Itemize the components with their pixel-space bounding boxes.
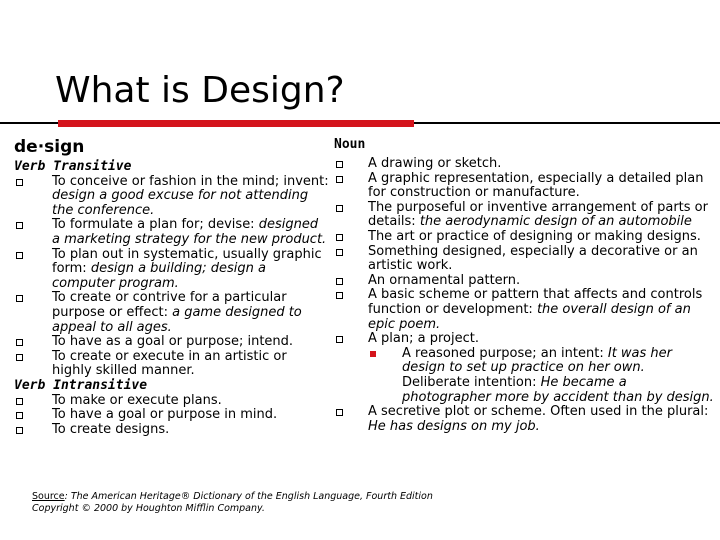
bullet-box-icon: [336, 409, 343, 416]
bullet-box-icon: [336, 161, 343, 168]
sub-list-item: A reasoned purpose; an intent: It was her design to set up practice on her own. Deliberate intention: He became a photographer more by accident than by design.: [330, 347, 715, 405]
bullet-box-icon: [336, 176, 343, 183]
list-item: The art or practice of designing or making designs.: [330, 230, 715, 245]
bullet-box-icon: [16, 354, 23, 361]
slide-title: What is Design?: [55, 70, 345, 111]
list-item: An ornamental pattern.: [330, 274, 715, 289]
bullet-box-icon: [336, 336, 343, 343]
bullet-square-icon: [370, 351, 376, 357]
bullet-box-icon: [336, 292, 343, 299]
bullet-box-icon: [16, 252, 23, 259]
list-item: To plan out in systematic, usually graphic form: design a building; design a computer program.: [14, 248, 329, 292]
bullet-box-icon: [16, 179, 23, 186]
bullet-box-icon: [16, 412, 23, 419]
verb-transitive-heading: Verb Transitive: [14, 159, 132, 174]
headword: de·sign: [14, 137, 85, 157]
list-item: To conceive or fashion in the mind; invent: design a good excuse for not attending the conference.: [14, 175, 329, 219]
list-item: To formulate a plan for; devise: designed a marketing strategy for the new product.: [14, 218, 329, 247]
bullet-box-icon: [16, 427, 23, 434]
verb-column: [14, 160, 329, 437]
bullet-box-icon: [16, 398, 23, 405]
bullet-box-icon: [336, 249, 343, 256]
source-citation: Source: The American Heritage® Dictionary of the English Language, Fourth Edition Copyright © 2000 by Houghton Mifflin Company.: [32, 491, 433, 514]
source-link[interactable]: Source: [32, 491, 65, 502]
list-item: A secretive plot or scheme. Often used in the plural: He has designs on my job.: [330, 405, 715, 434]
verb-intransitive-heading: Verb Intransitive: [14, 377, 148, 393]
list-item: To create designs.: [14, 423, 329, 438]
list-item: A basic scheme or pattern that affects and controls function or development: the overall design of an epic poem.: [330, 288, 715, 332]
bullet-box-icon: [16, 339, 23, 346]
list-item: The purposeful or inventive arrangement of parts or details: the aerodynamic design of an automobile: [330, 201, 715, 230]
list-item: A drawing or sketch.: [330, 157, 715, 172]
copyright-line: Copyright © 2000 by Houghton Mifflin Company.: [32, 503, 265, 514]
noun-column: [330, 157, 715, 434]
list-item: A plan; a project.: [330, 332, 715, 347]
bullet-box-icon: [16, 295, 23, 302]
list-item: To have as a goal or purpose; intend.: [14, 335, 329, 350]
list-item: To have a goal or purpose in mind.: [14, 408, 329, 423]
list-item: To create or contrive for a particular purpose or effect: a game designed to appeal to all ages.: [14, 291, 329, 335]
noun-heading: Noun: [334, 137, 366, 152]
list-item: To make or execute plans.: [14, 394, 329, 409]
list-item: To create or execute in an artistic or highly skilled manner.: [14, 350, 329, 379]
bullet-box-icon: [16, 222, 23, 229]
list-item: A graphic representation, especially a detailed plan for construction or manufacture.: [330, 172, 715, 201]
bullet-box-icon: [336, 234, 343, 241]
title-accent-bar: [58, 120, 414, 127]
list-item: Something designed, especially a decorative or an artistic work.: [330, 245, 715, 274]
bullet-box-icon: [336, 278, 343, 285]
bullet-box-icon: [336, 205, 343, 212]
